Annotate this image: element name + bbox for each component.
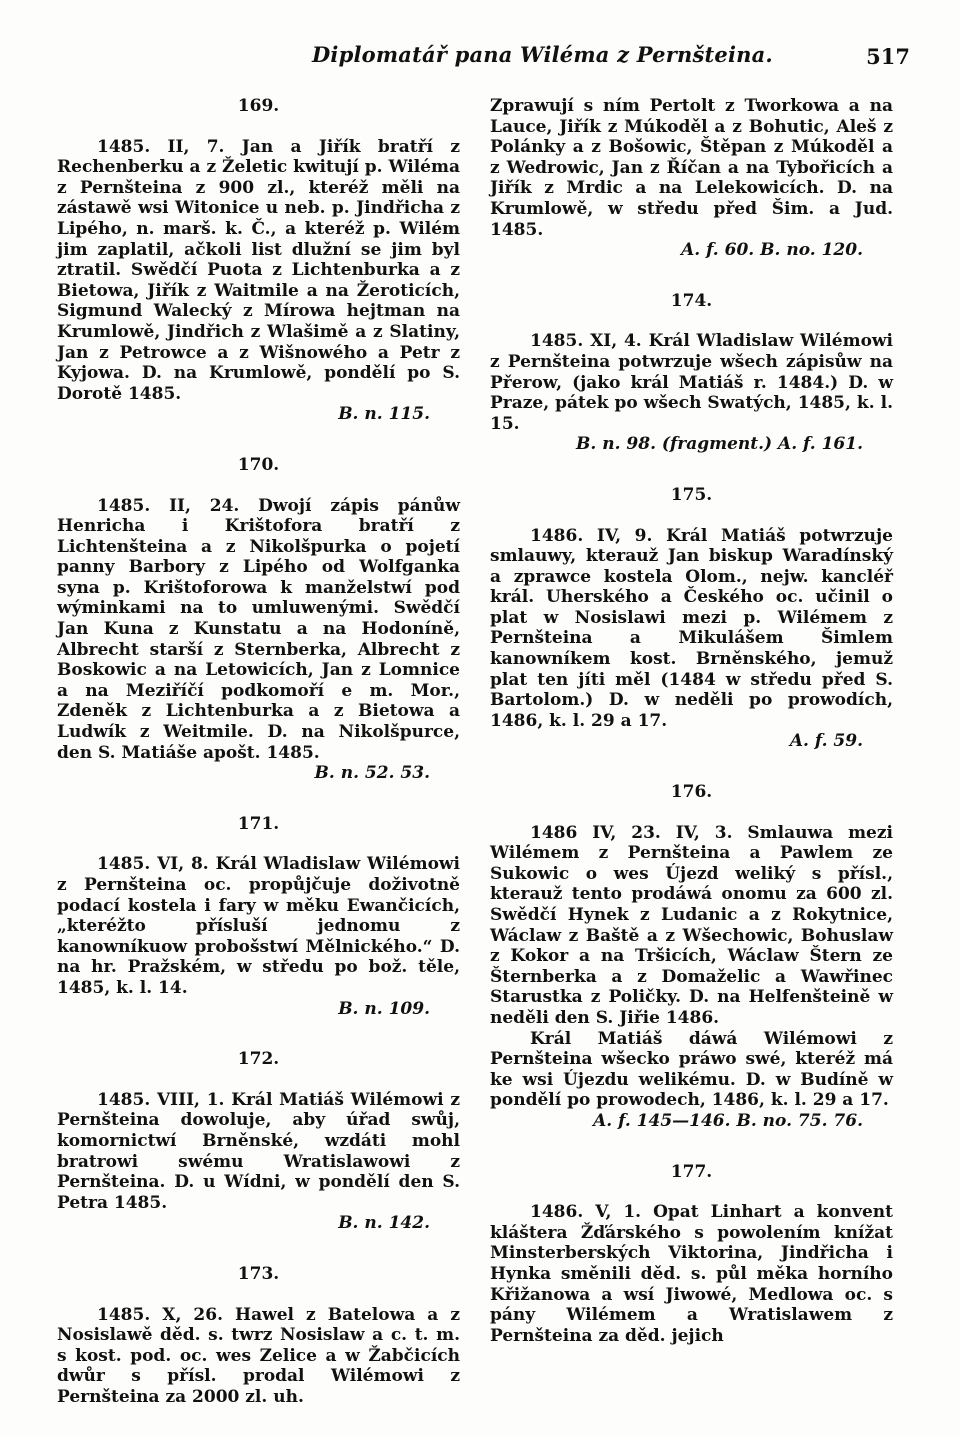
entry-reference: B. n. 98. (fragment.) A. f. 161. bbox=[576, 434, 863, 455]
entry-reference: B. n. 142. bbox=[338, 1213, 430, 1234]
page-header bbox=[312, 42, 910, 82]
entry-reference: A. f. 59. bbox=[789, 731, 863, 752]
entry-170 bbox=[57, 455, 460, 784]
entry-text: 1485. II, 24. Dwojí zápis pánůw Henricha i Krištofora bratří z Lichtenšteina a z Nikolšpurka o pojetí panny Barbory z Lipého od Wolfganka syna p. Krištoforowa k manželstwí pod wýminkami na to umluwenými. Swědčí Jan Kuna z Kunstatu a na Hodoníně, Albrecht starší z Sternberka, Albrecht z Boskowic a na Letowicích, Jan z Lomnice a na Meziříčí podkomoří e m. Mor., Zdeněk z Lichtenburka a z Bietowa a Ludwík z Weitmile. D. na Nikolšpurce, den S. Matiáše apošt. 1485. bbox=[57, 495, 460, 763]
entry-number: 174. bbox=[670, 290, 713, 311]
entry-text: 1486 IV, 23. IV, 3. Smlauwa mezi Wilémem z Pernšteina a Pawlem ze Sukowic o wes Újezd weliký s přísl., kterauž tento prodáwá onomu za 600 zl. Swědčí Hynek z Ludanic a z Rokytnice, Wáclaw z Baště a z Wšechowic, Bohuslaw z Kokor a na Tršicích, Wáclaw Štern ze Šternberka a z Domaželic a Wawřinec Starustka z Poličky. D. na Helfenšteině w neděli den S. Jiřie 1486. bbox=[490, 822, 893, 1028]
entry-text: 1486. V, 1. Opat Linhart a konvent kláštera Žďárského s powolením knížat Minsterberských Viktorina, Jindřicha i Hynka směnili děd. s. půl měka horního Křižanowa a wsí Jiwowé, Medlowa oc. s pány Wilémem a Wratislawem z Pernšteina za děd. jejich bbox=[490, 1202, 893, 1346]
entry-number: 169. bbox=[237, 96, 280, 116]
entry-number: 171. bbox=[237, 813, 280, 834]
entry-173 bbox=[57, 1264, 460, 1408]
entry-number: 172. bbox=[237, 1049, 280, 1070]
right-column bbox=[490, 96, 893, 1376]
entry-text: 1485. X, 26. Hawel z Batelowa a z Nosislawě děd. s. twrz Nosislaw a c. t. m. s kost. pod. oc. wes Zelice a w Žabčicích dwůr s přísl. prodal Wilémowi z Pernšteina za 2000 zl. uh. bbox=[57, 1304, 460, 1407]
entry-text: 1485. XI, 4. Král Wladislaw Wilémowi z Pernšteina potwrzuje wšech zápisůw na Přerow, (jako král Matiáš r. 1484.) D. w Praze, pátek po wšech Swatých, 1485, k. l. 15. bbox=[490, 331, 893, 434]
entry-176 bbox=[490, 782, 893, 1132]
page-number: 517 bbox=[866, 44, 910, 69]
running-title: Diplomatář pana Wiléma z Pernšteina. bbox=[312, 42, 773, 67]
entry-text: 1485. II, 7. Jan a Jiřík bratří z Rechenberku a z Želetic kwitují p. Wiléma z Pernšteina z 900 zl., kteréž měli na zástawě wsi Witonice u neb. p. Jindřicha z Lipého, n. marš. k. Č., a kteréž p. Wilém jim zaplatil, ačkoli list dlužní se jim byl ztratil. Swědčí Puota z Lichtenburka a z Bietowa, Jiřík z Waitmile a na Žeroticích, Sigmund Walecký z Mírowa hejtman na Krumlowě, Jindřich z Wlašimě a z Slatiny, Jan z Petrowce a z Wišnowého a Petr z Kyjowa. D. na Krumlowě, pondělí po S. Dorotě 1485. bbox=[57, 136, 460, 404]
entry-173-continuation bbox=[490, 96, 893, 261]
entry-text-second-paragraph: Král Matiáš dáwá Wilémowi z Pernšteina wšecko práwo swé, kteréž má ke wsi Újezdu welikému. D. w Budíně w pondělí po prowodech, 1486, k. l. 29 a 17. bbox=[490, 1028, 893, 1111]
entry-text: 1485. VI, 8. Král Wladislaw Wilémowi z Pernšteina oc. propůjčuje doživotně podací kostela i fary w měku Ewančicích, „kteréžto přísluší jednomu z kanowníkuow probošstwí Mělnického.“ D. na hr. Pražském, w středu po bož. těle, 1485, k. l. 14. bbox=[57, 854, 460, 998]
entry-text: 1486. IV, 9. Král Matiáš potwrzuje smlauwy, kterauž Jan biskup Waradínský a zprawce kostela Olom., nejw. kancléř král. Uherského a Českého oc. učinil o plat w Nosislawi mezi p. Wilémem z Pernšteina a Mikulášem Šimlem kanowníkem kost. Brněnského, jemuž plat ten jíti měl (1484 w středu před S. Bartolom.) D. w neděli po prowodích, 1486, k. l. 29 a 17. bbox=[490, 525, 893, 731]
entry-177 bbox=[490, 1162, 893, 1347]
left-column bbox=[57, 96, 460, 1437]
entry-number: 170. bbox=[237, 454, 280, 475]
entry-reference: B. n. 115. bbox=[338, 404, 430, 425]
entry-reference: A. f. 60. B. no. 120. bbox=[681, 240, 863, 261]
entry-171 bbox=[57, 814, 460, 1019]
entry-174 bbox=[490, 291, 893, 455]
entry-number: 173. bbox=[237, 1263, 280, 1284]
entry-number: 176. bbox=[670, 782, 713, 803]
entry-reference: B. n. 109. bbox=[338, 998, 430, 1019]
entry-reference: A. f. 145—146. B. no. 75. 76. bbox=[593, 1110, 863, 1131]
entry-169 bbox=[57, 96, 460, 425]
entry-text-continuation: Zprawují s ním Pertolt z Tworkowa a na Lauce, Jiřík z Múkoděl a z Bohutic, Aleš z Polánky a z Bošowic, Štěpan z Múkoděl a z Wedrowic, Jan z Říčan a na Tybořicích a Jiřík z Mrdic a na Lelekowicích. D. na Krumlowě, w středu před Šim. a Jud. 1485. bbox=[490, 96, 893, 240]
entry-number: 175. bbox=[670, 484, 713, 505]
entry-number: 177. bbox=[670, 1161, 713, 1182]
entry-reference: B. n. 52. 53. bbox=[314, 763, 430, 784]
entry-text: 1485. VIII, 1. Král Matiáš Wilémowi z Pernšteina dowoluje, aby úřad swůj, komornictwí Brněnské, wzdáti mohl bratrowi swému Wratislawowi z Pernšteina. D. u Wídni, w pondělí den S. Petra 1485. bbox=[57, 1089, 460, 1213]
entry-172 bbox=[57, 1049, 460, 1234]
entry-175 bbox=[490, 485, 893, 752]
